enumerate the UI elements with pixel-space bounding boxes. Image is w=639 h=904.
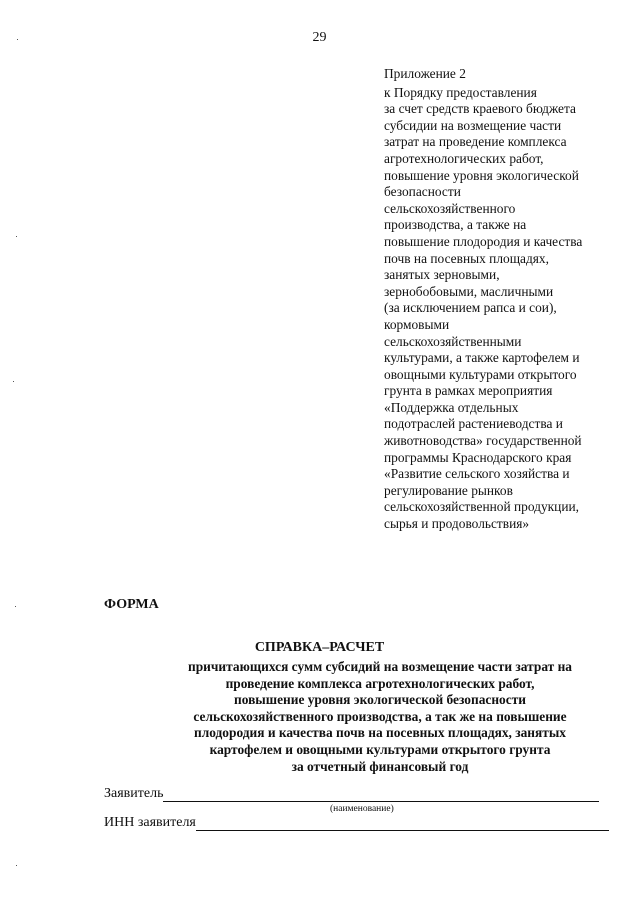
applicant-caption: (наименование) xyxy=(330,804,394,814)
scan-speck xyxy=(16,865,17,866)
inn-label: ИНН заявителя xyxy=(104,815,196,830)
applicant-input-line[interactable] xyxy=(163,787,599,802)
appendix-line: к Порядку предоставления xyxy=(384,84,537,100)
scan-speck xyxy=(13,381,14,382)
appendix-line: овощными культурами открытого xyxy=(384,366,577,382)
appendix-block xyxy=(384,66,634,533)
appendix-line: субсидии на возмещение части xyxy=(384,117,562,133)
appendix-line: сырья и продовольствия» xyxy=(384,516,530,532)
appendix-line: зернобобовыми, масличными xyxy=(384,283,554,299)
appendix-line: грунта в рамках мероприятия xyxy=(384,383,553,399)
scan-speck xyxy=(17,39,18,40)
appendix-line: сельскохозяйственного xyxy=(384,200,516,216)
subtitle-line: повышение уровня экологической безопасности xyxy=(234,692,526,708)
subtitle-line: проведение комплекса агротехнологических работ, xyxy=(225,675,535,691)
appendix-line: «Поддержка отдельных xyxy=(384,399,519,415)
appendix-line: «Развитие сельского хозяйства и xyxy=(384,466,570,482)
appendix-line: подотраслей растениеводства и xyxy=(384,416,563,432)
appendix-line: сельскохозяйственными xyxy=(384,333,522,349)
subtitle-line: сельскохозяйственного производства, а так же на повышение xyxy=(193,708,567,724)
inn-input-line[interactable] xyxy=(196,816,609,831)
appendix-line: производства, а также на xyxy=(384,217,527,233)
applicant-label: Заявитель xyxy=(104,786,164,801)
scan-speck xyxy=(16,236,17,237)
document-subtitle xyxy=(60,659,639,775)
appendix-line: повышение уровня экологической xyxy=(384,167,579,183)
appendix-line: агротехнологических работ, xyxy=(384,150,544,166)
appendix-line: животноводства» государственной xyxy=(384,433,582,449)
appendix-line: кормовыми xyxy=(384,316,450,332)
inn-field xyxy=(104,815,609,831)
appendix-line: сельскохозяйственной продукции, xyxy=(384,499,580,515)
appendix-line: (за исключением рапса и сои), xyxy=(384,300,557,316)
document-title: СПРАВКА–РАСЧЕТ xyxy=(254,640,385,655)
subtitle-line: причитающихся сумм субсидий на возмещение части затрат на xyxy=(188,659,572,674)
appendix-line: безопасности xyxy=(384,184,461,200)
appendix-line: культурами, а также картофелем и xyxy=(384,350,580,366)
appendix-line: затрат на проведение комплекса xyxy=(384,134,567,150)
subtitle-line: плодородия и качества почв на посевных площадях, занятых xyxy=(194,725,566,741)
applicant-field xyxy=(104,786,599,802)
appendix-line: регулирование рынков xyxy=(384,482,513,498)
form-label: ФОРМА xyxy=(104,597,159,612)
page-number: 29 xyxy=(312,30,327,45)
appendix-line: за счет средств краевого бюджета xyxy=(384,101,576,117)
appendix-line: почв на посевных площадях, xyxy=(384,250,549,266)
appendix-line: программы Краснодарского края xyxy=(384,449,572,465)
subtitle-line: за отчетный финансовый год xyxy=(291,758,469,774)
scan-speck xyxy=(15,606,16,607)
appendix-title: Приложение 2 xyxy=(384,66,466,81)
appendix-line: повышение плодородия и качества xyxy=(384,233,583,249)
appendix-line: занятых зерновыми, xyxy=(384,267,500,283)
subtitle-line: картофелем и овощными культурами открытого грунта xyxy=(209,741,551,757)
